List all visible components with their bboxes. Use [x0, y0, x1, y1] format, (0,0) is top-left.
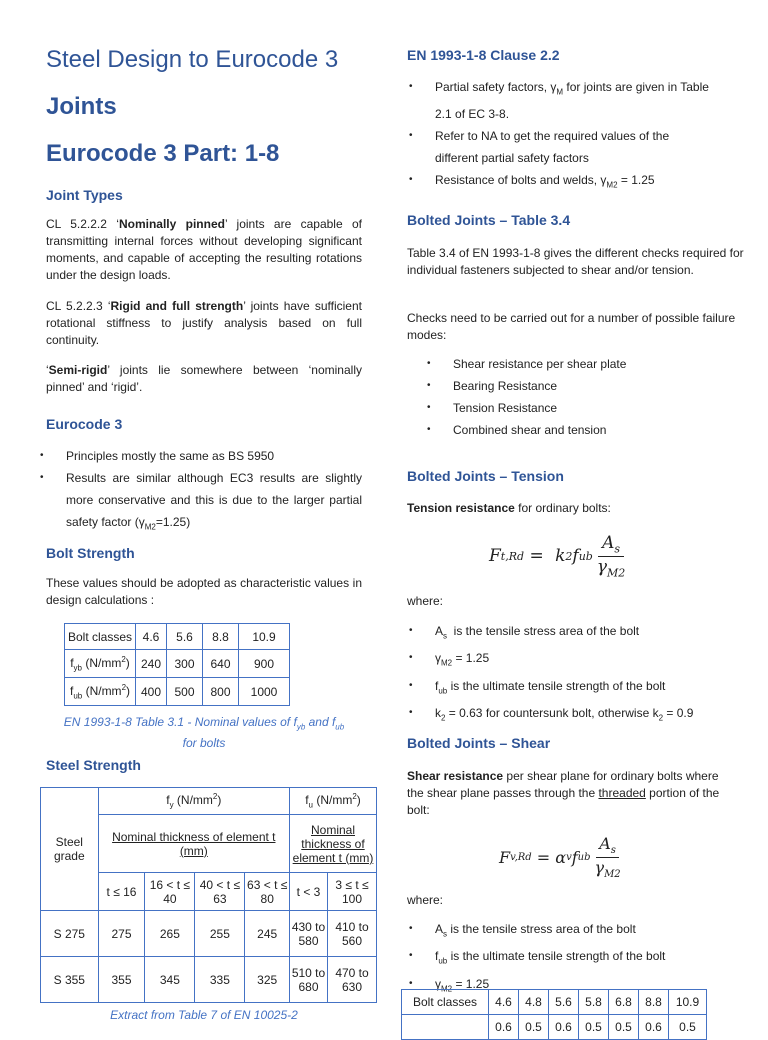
list-item: • Results are similar although EC3 results are slightly more conservative and this is due to the larger partial safety factor $(\gamma_{M2}=1.25)$	[40, 467, 362, 538]
list-item: • $k_2 = 0.63$ for countersunk bolt, otherwise $k_2 = 0.9$	[409, 702, 754, 729]
table-cell: 8.8	[203, 624, 239, 650]
bolt-strength-heading: Bolt Strength	[46, 545, 135, 561]
list-item: • Shear resistance per shear plate	[427, 353, 727, 375]
bolt-strength-paragraph: These values should be adopted as characteristic values in design calculations :	[46, 576, 362, 607]
table-cell: 410 to 560	[328, 911, 377, 957]
tension-heading: Bolted Joints – Tension	[407, 468, 564, 484]
table-3-4-paragraph: Table 3.4 of EN 1993-1-8 gives the different checks required for individual fasteners subjected to shear and/or tension.	[407, 246, 744, 277]
table-cell: 0.5	[579, 1015, 609, 1040]
table-3-4-heading: Bolted Joints – Table 3.4	[407, 212, 571, 228]
semi-rigid-paragraph: ‘Semi-rigid’ joints lie somewhere between ‘nominally pinned’ and ‘rigid’.	[46, 363, 362, 394]
list-item: • $A_s$ is the tensile stress area of the bolt	[409, 620, 754, 647]
list-item: • $f_{ub}$ is the ultimate tensile strength of the bolt	[409, 675, 754, 702]
list-item: • Partial safety factors, $\gamma_M$ for joints are given in Table 2.1 of EC 3-8.	[409, 76, 709, 125]
eurocode-part-heading: Eurocode 3 Part: 1-8	[46, 140, 280, 167]
table-cell: 325	[245, 957, 290, 1003]
table-cell: 0.5	[519, 1015, 549, 1040]
failure-modes-list	[427, 353, 727, 441]
tension-intro: Tension resistance for ordinary bolts:	[407, 501, 611, 515]
table-cell: 10.9	[239, 624, 290, 650]
list-item: • $f_{ub}$ is the ultimate tensile strength of the bolt	[409, 945, 754, 972]
table-row-label: S 355	[41, 957, 99, 1003]
table-cell: 265	[145, 911, 195, 957]
table-cell: 255	[195, 911, 245, 957]
table-cell: 0.5	[669, 1015, 707, 1040]
table-header: t ≤ 16	[98, 873, 145, 911]
table-cell: 345	[145, 957, 195, 1003]
table-header: t < 3	[289, 873, 327, 911]
table-header: Nominal thickness of element t (mm)	[98, 815, 289, 873]
table-header: 63 < t ≤ 80	[245, 873, 290, 911]
table-cell: 1000	[239, 678, 290, 706]
eurocode3-list	[40, 445, 362, 538]
list-item: • Principles mostly the same as BS 5950	[40, 445, 362, 467]
table-cell: 300	[167, 650, 203, 678]
list-item: • $\gamma_{M2} = 1.25$	[409, 647, 754, 674]
bolt-strength-table	[64, 623, 290, 706]
table-cell: 355	[98, 957, 145, 1003]
joint-types-heading: Joint Types	[46, 187, 123, 203]
table-cell: 8.8	[639, 990, 669, 1015]
table-cell: 0.6	[489, 1015, 519, 1040]
nominally-pinned-paragraph: CL 5.2.2.2 ‘Nominally pinned’ joints are capable of transmitting internal forces without developing significant moments, and capable of accepting the resulting rotations under the design loads.	[46, 217, 362, 282]
table-cell: 335	[195, 957, 245, 1003]
list-item: • Bearing Resistance	[427, 375, 727, 397]
table-header: Nominal thickness of element t (mm)	[289, 815, 376, 873]
where-label-2: where:	[407, 893, 444, 907]
table-header: 3 ≤ t ≤ 100	[328, 873, 377, 911]
table-row-label: $f_{yb}$ $(N/mm^2)$	[65, 650, 136, 678]
table-cell: 800	[203, 678, 239, 706]
tension-where-list	[409, 620, 754, 730]
table-cell: 4.6	[489, 990, 519, 1015]
table-cell: 5.8	[579, 990, 609, 1015]
table-row-label: S 275	[41, 911, 99, 957]
table-header: Steel grade	[41, 788, 99, 911]
list-item: • Resistance of bolts and welds, $\gamma_{M2} = 1.25$	[409, 169, 709, 196]
steel-strength-heading: Steel Strength	[46, 757, 141, 773]
table-row-label: $f_{ub}$ $(N/mm^2)$	[65, 678, 136, 706]
table-cell: 4.8	[519, 990, 549, 1015]
table-cell: 10.9	[669, 990, 707, 1015]
table-cell: 500	[167, 678, 203, 706]
table-cell: 0.6	[639, 1015, 669, 1040]
joints-heading: Joints	[46, 93, 117, 120]
eurocode3-heading: Eurocode 3	[46, 416, 123, 432]
list-item: • Combined shear and tension	[427, 419, 727, 441]
steel-table-caption: Extract from Table 7 of EN 10025-2	[110, 1008, 298, 1022]
table-cell: 900	[239, 650, 290, 678]
shear-intro: Shear resistance per shear plane for ordinary bolts where the shear plane passes through the threaded portion of the bolt:	[407, 769, 720, 817]
shear-bolt-table	[401, 989, 707, 1040]
list-item: • Refer to NA to get the required values of the different partial safety factors	[409, 125, 709, 169]
table-cell: 640	[203, 650, 239, 678]
table-header: Bolt classes	[402, 990, 489, 1015]
table-cell: 400	[136, 678, 167, 706]
table-cell: 275	[98, 911, 145, 957]
clause-list	[409, 76, 709, 197]
shear-where-list	[409, 918, 754, 1000]
failure-modes-paragraph: Checks need to be carried out for a number of possible failure modes:	[407, 311, 736, 342]
table-cell: 0.6	[549, 1015, 579, 1040]
table-cell: 470 to 630	[328, 957, 377, 1003]
table-header: $f_u$ $(N/mm^2)$	[289, 788, 376, 815]
steel-strength-table	[40, 787, 377, 1003]
table-cell: 245	[245, 911, 290, 957]
list-item: • Tension Resistance	[427, 397, 727, 419]
table-header: 16 < t ≤ 40	[145, 873, 195, 911]
table-header: Bolt classes	[65, 624, 136, 650]
table-header: 40 < t ≤ 63	[195, 873, 245, 911]
table-cell: 4.6	[136, 624, 167, 650]
table-cell: 0.5	[609, 1015, 639, 1040]
clause-2-2-heading: EN 1993-1-8 Clause 2.2	[407, 47, 560, 63]
bolt-table-caption: EN 1993-1-8 Table 3.1 - Nominal values of $f_{yb}$ and $f_{ub}$ for bolts	[63, 715, 345, 751]
list-item: • $\gamma_{M2} = 1.25$	[409, 973, 754, 1000]
table-cell: 430 to 580	[289, 911, 327, 957]
where-label-1: where:	[407, 594, 444, 608]
tension-formula: F t,Rd = k 2 f ub $A_s$ $\gamma_{M2}$	[489, 533, 626, 579]
shear-heading: Bolted Joints – Shear	[407, 735, 551, 751]
table-header: $f_y$ $(N/mm^2)$	[98, 788, 289, 815]
shear-formula: F v,Rd = α v f ub $A_s$ $\gamma_{M2}$	[499, 834, 621, 880]
table-cell: 5.6	[167, 624, 203, 650]
table-cell: 510 to 680	[289, 957, 327, 1003]
table-cell: 5.6	[549, 990, 579, 1015]
table-cell: 240	[136, 650, 167, 678]
table-cell: 6.8	[609, 990, 639, 1015]
table-row-label	[402, 1015, 489, 1040]
rigid-paragraph: CL 5.2.2.3 ‘Rigid and full strength’ joints have sufficient rotational stiffness to justify analysis based on full continuity.	[46, 299, 362, 347]
document-title: Steel Design to Eurocode 3	[46, 46, 339, 73]
list-item: • $A_s$ is the tensile stress area of the bolt	[409, 918, 754, 945]
